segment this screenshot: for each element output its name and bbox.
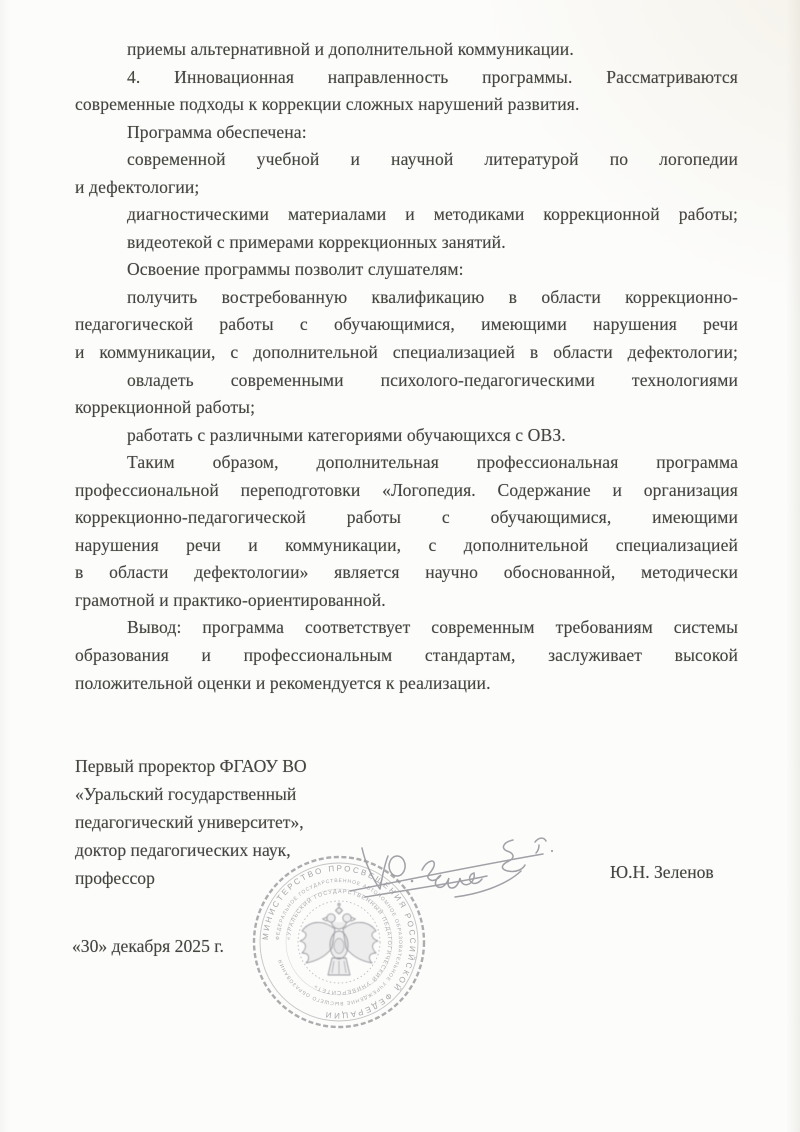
double-headed-eagle-icon [300, 903, 378, 975]
stamp-outer-ring-text: МИНИСТЕРСТВО ПРОСВЕЩЕНИЯ РОССИЙСКОЙ ФЕДЕРАЦИИ [260, 863, 418, 1021]
text-line: педагогической работы с обучающимися, имеющими нарушения речи [75, 314, 738, 335]
text-line: коррекционной работы; [75, 397, 256, 418]
text-line: в области дефектологии» является научно обоснованной, методически [75, 562, 738, 583]
signatory-line: Первый проректор ФГАОУ ВО [75, 756, 307, 776]
text-line: грамотной и практико-ориентированной. [75, 589, 386, 610]
signatory-line: профессор [75, 868, 155, 888]
text-line: положительной оценки и рекомендуется к реализации. [75, 672, 491, 693]
signature-terminal-mark [535, 838, 546, 853]
text-line: Программа обеспечена: [127, 121, 307, 142]
text-line: и дефектологии; [75, 176, 200, 197]
text-line: Таким образом, дополнительная профессиональная программа [127, 452, 738, 473]
signature-underline-short [365, 876, 487, 897]
signature-initial-loop [389, 856, 405, 876]
document-body [75, 36, 738, 697]
signatory-line: доктор педагогических наук, [75, 840, 291, 860]
text-line: Вывод: программа соответствует современным требованиям системы [127, 617, 738, 638]
handwritten-signature [335, 828, 645, 913]
text-line: Освоение программы позволит слушателям: [127, 259, 464, 280]
text-line: овладеть современными психолого-педагогическими технологиями [127, 369, 738, 390]
signatory-name: Ю.Н. Зеленов [610, 862, 714, 882]
text-line: и коммуникации, с дополнительной специализацией в области дефектологии; [75, 342, 738, 363]
stamp-middle-ring-text: ФЕДЕРАЛЬНОЕ ГОСУДАРСТВЕННОЕ АВТОНОМНОЕ ОБРАЗОВАТЕЛЬНОЕ УЧРЕЖДЕНИЕ ВЫСШЕГО ОБРАЗОВАНИЯ [274, 877, 404, 1007]
signatory-line: педагогический университет», [75, 812, 304, 832]
text-line: работать с различными категориями обучающихся с ОВЗ. [127, 424, 566, 445]
signature-initial-stroke [362, 848, 388, 889]
text-line: приемы альтернативной и дополнительной коммуникации. [127, 39, 574, 59]
text-line: современной учебной и научной литературой по логопедии [127, 149, 738, 170]
document-date: «30» декабря 2025 г. [72, 936, 224, 956]
text-line: коррекционно-педагогической работы с обучающимися, имеющими [75, 507, 738, 528]
text-line: образования и профессиональным стандартам, заслуживает высокой [75, 645, 738, 666]
text-line: диагностическими материалами и методиками коррекционной работы; [127, 204, 738, 225]
text-line: 4. Инновационная направленность программы. Рассматриваются [127, 66, 738, 87]
text-line: современные подходы к коррекции сложных нарушений развития. [75, 94, 580, 115]
text-line: нарушения речи и коммуникации, с дополнительной специализацией [75, 534, 738, 555]
text-line: профессиональной переподготовки «Логопедия. Содержание и организация [75, 479, 738, 500]
text-line: видеотекой с примерами коррекционных занятий. [127, 231, 506, 252]
stamp-inner-ring-text: «УРАЛЬСКИЙ ГОСУДАРСТВЕННЫЙ ПЕДАГОГИЧЕСКИЙ УНИВЕРСИТЕТ» [286, 888, 393, 996]
signature-underline-long [350, 854, 543, 891]
text-line: получить востребованную квалификацию в области коррекционно- [127, 286, 738, 307]
signatory-line: «Уральский государственный [75, 784, 297, 804]
